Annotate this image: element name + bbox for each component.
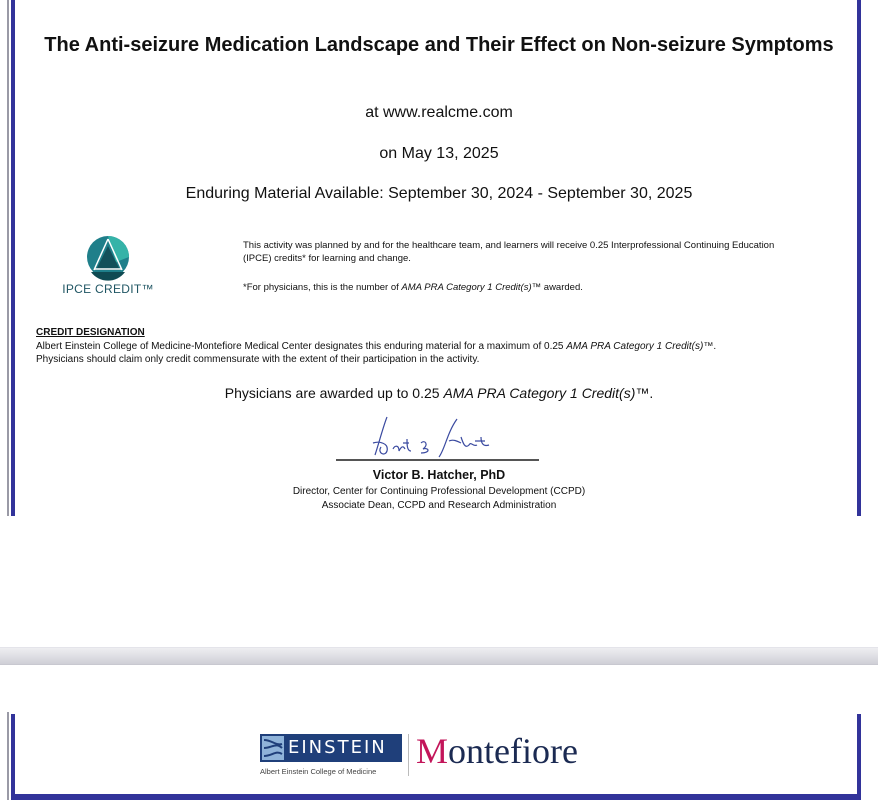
- credit-designation-line-2: Physicians should claim only credit commensurate with the extent of their participation in the activity.: [36, 354, 480, 365]
- signer-role-2: Associate Dean, CCPD and Research Administration: [321, 500, 557, 511]
- designation-suffix: .: [713, 341, 717, 352]
- awarded-prefix: Physicians are awarded up to 0.25: [224, 385, 444, 401]
- montefiore-initial: M: [416, 731, 449, 771]
- awarded-statement: [40, 385, 838, 401]
- completion-date: on May 13, 2025: [379, 145, 499, 162]
- frame-border-right: [857, 0, 861, 516]
- footnote-credit-name: AMA PRA Category 1 Credit(s)™: [401, 282, 542, 293]
- signature-line: [336, 459, 539, 461]
- frame-line-left-gray: [7, 712, 9, 800]
- awarded-suffix: .: [649, 385, 654, 401]
- frame-border-right: [857, 714, 861, 800]
- credit-designation-heading: CREDIT DESIGNATION: [36, 327, 145, 338]
- designation-prefix: Albert Einstein College of Medicine-Montefiore Medical Center designates this enduring material for a maximum of 0.25: [36, 341, 567, 352]
- ipce-credit-label: IPCE CREDIT™: [62, 282, 154, 296]
- course-title: The Anti-seizure Medication Landscape and Their Effect on Non-seizure Symptoms: [44, 34, 834, 56]
- credit-designation-line-1: [36, 340, 846, 353]
- montefiore-rest: ontefiore: [448, 731, 578, 771]
- website-line: at www.realcme.com: [365, 104, 513, 121]
- frame-border-left: [11, 714, 15, 800]
- signer-name: Victor B. Hatcher, PhD: [372, 468, 506, 482]
- signer-role-1: Director, Center for Continuing Professional Development (CCPD): [292, 486, 586, 497]
- frame-line-left-gray: [7, 0, 9, 516]
- page-divider: [0, 647, 878, 665]
- awarded-credit-name: AMA PRA Category 1 Credit(s)™: [443, 385, 650, 401]
- signature-image: [365, 413, 505, 459]
- footnote-suffix: awarded.: [541, 282, 583, 293]
- ipce-paragraph: This activity was planned by and for the healthcare team, and learners will receive 0.25 Interprofessional Continuing Education (IPCE) credits* for learning and change.: [243, 240, 775, 264]
- footnote-prefix: *For physicians, this is the number of: [243, 282, 402, 293]
- frame-border-left: [11, 0, 15, 516]
- designation-credit-name: AMA PRA Category 1 Credit(s)™: [566, 341, 714, 352]
- montefiore-logo: [416, 730, 578, 772]
- credit-designation-body: [36, 340, 846, 366]
- logo-separator: [408, 734, 409, 776]
- ipce-footnote: [243, 281, 803, 294]
- einstein-subtitle: Albert Einstein College of Medicine: [260, 767, 377, 776]
- frame-border-bottom: [11, 794, 861, 800]
- einstein-emblem-icon: [262, 736, 284, 760]
- einstein-wordmark: EINSTEIN: [288, 737, 387, 758]
- availability-line: Enduring Material Available: September 30, 2024 - September 30, 2025: [185, 185, 693, 202]
